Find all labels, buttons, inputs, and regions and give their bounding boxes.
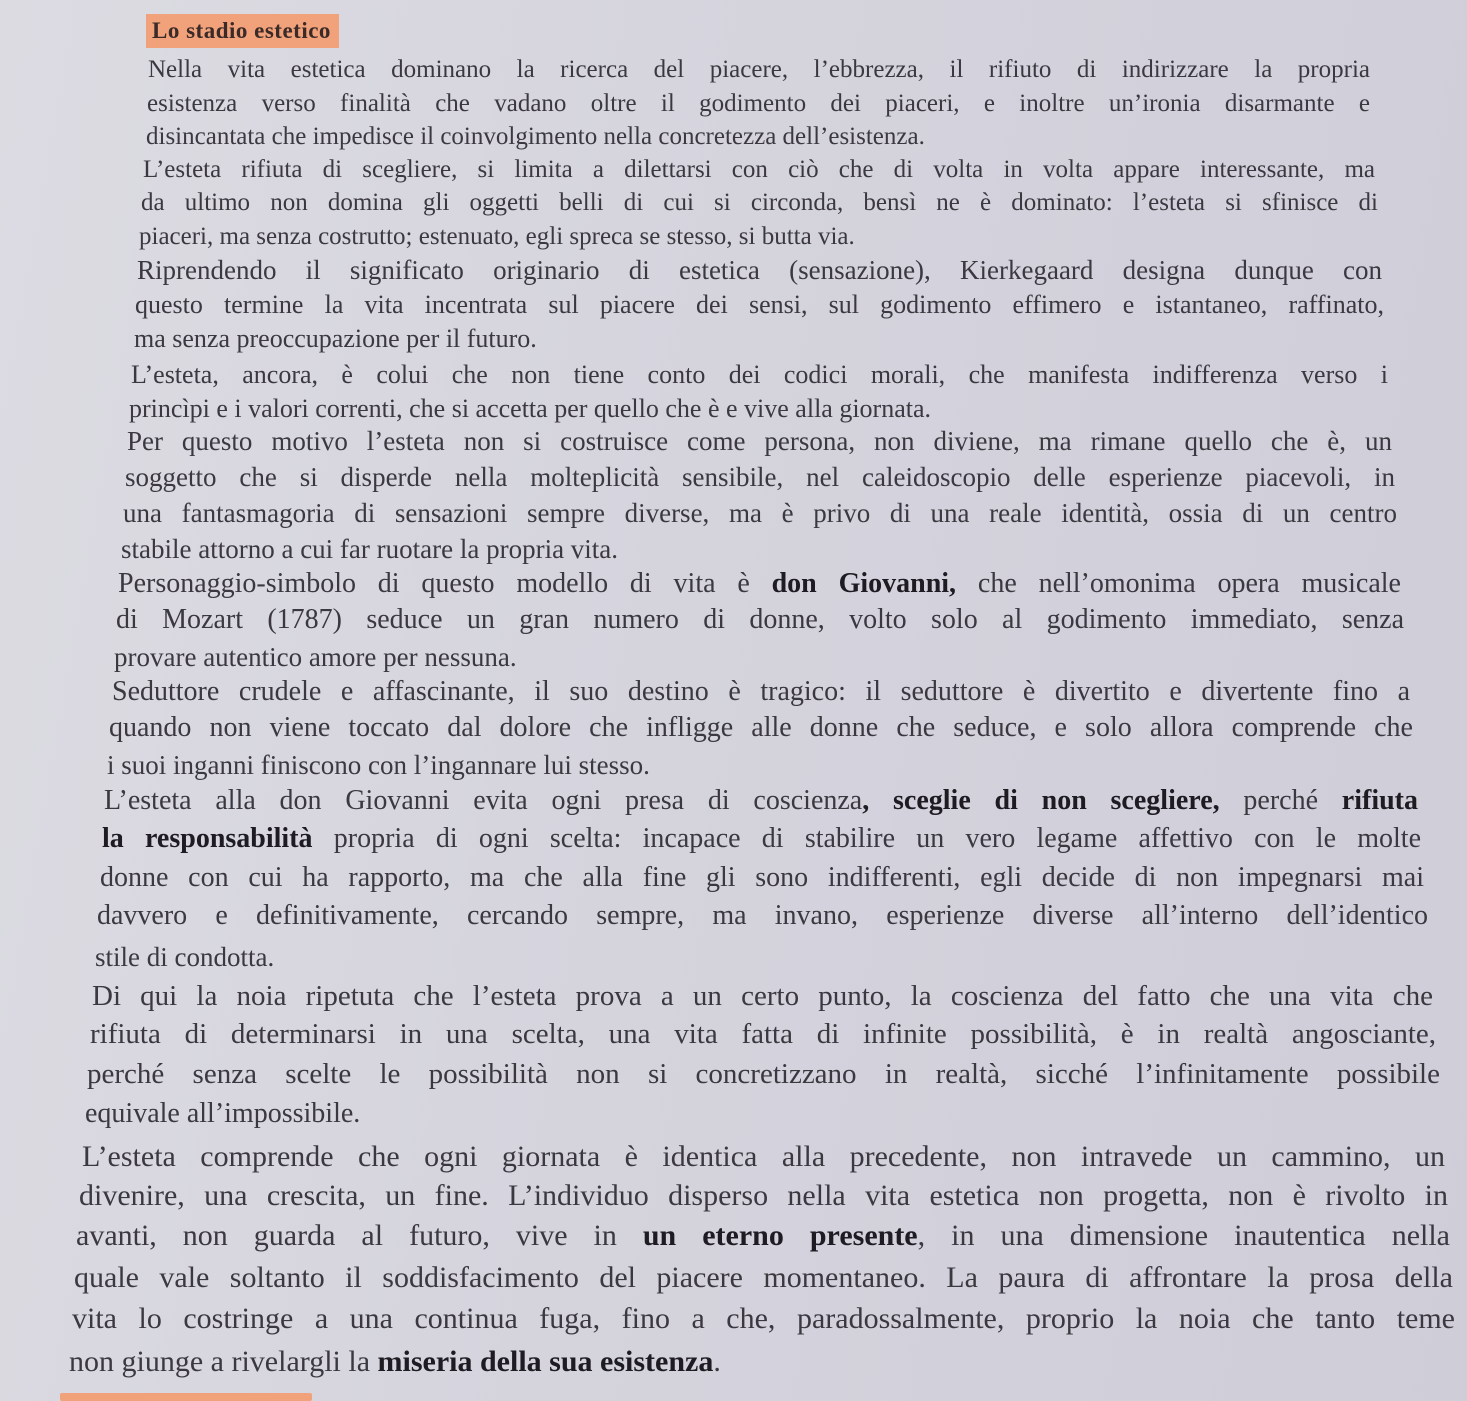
text-line — [109, 714, 1413, 742]
bold-text: un eterno presente — [642, 1219, 918, 1252]
text-run: L’esteta rifiuta di scegliere, si limita a dilettarsi con ciò che di volta in volta appare interessante, ma — [143, 156, 1375, 183]
text-line — [79, 1181, 1448, 1211]
text-run: L’esteta, ancora, è colui che non tiene conto dei codici morali, che manifesta indifferenza verso i — [131, 360, 1388, 389]
text-run: Personaggio-simbolo di questo modello di vita è — [118, 568, 772, 599]
text-run: i suoi inganni finiscono con l’ingannare lui stesso. — [107, 750, 650, 780]
text-run: quando non viene toccato dal dolore che infligge alle donne che seduce, e solo allora comprende che — [109, 712, 1413, 743]
text-line — [121, 536, 717, 563]
text-line — [92, 982, 1433, 1011]
text-line — [148, 57, 1370, 82]
text-run: donne con cui ha rapporto, ma che alla fine gli sono indifferenti, egli decide di non impegnarsi mai — [100, 862, 1424, 893]
next-heading-highlight — [60, 1393, 312, 1401]
text-run: stabile attorno a cui far ruotare la propria vita. — [121, 534, 619, 564]
text-run: , in una dimensione inautentica nella — [917, 1219, 1450, 1252]
text-line — [139, 224, 1015, 249]
text-line — [127, 428, 1392, 455]
text-line — [90, 1020, 1436, 1049]
text-run: . — [713, 1345, 721, 1378]
text-line — [82, 1142, 1445, 1172]
text-line — [95, 944, 319, 971]
text-line — [102, 825, 1421, 853]
text-line — [104, 787, 1418, 815]
text-line — [129, 396, 1093, 422]
bold-text: la responsabilità — [102, 823, 313, 854]
text-run: non giunge a rivelargli la — [69, 1345, 378, 1378]
text-run: Seduttore crudele e affascinante, il suo destino è tragico: il seduttore è divertito e divertente fino a — [112, 676, 1410, 707]
text-line — [76, 1221, 1450, 1251]
text-run: questo termine la vita incentrata sul piacere dei sensi, sul godimento effimero e istantaneo, raffinato, — [135, 290, 1384, 319]
text-run: divenire, una crescita, un fine. L’individuo disperso nella vita estetica non progetta, non è rivolto in — [79, 1179, 1448, 1212]
text-line — [123, 500, 1397, 527]
text-run: L’esteta alla don Giovanni evita ogni presa di coscienza — [104, 785, 863, 816]
bold-text: don Giovanni, — [771, 568, 957, 599]
text-line — [141, 190, 1378, 215]
text-run: equivale all’impossibile. — [85, 1098, 361, 1129]
text-run: ma senza preoccupazione per il futuro. — [134, 324, 537, 353]
text-line — [147, 91, 1370, 116]
text-run: Per questo motivo l’esteta non si costruisce come persona, non diviene, ma rimane quello che è, un — [127, 426, 1392, 456]
text-line — [146, 124, 1085, 149]
text-line — [112, 678, 1410, 706]
text-run: perché — [1219, 785, 1342, 816]
text-line — [74, 1263, 1453, 1293]
text-line — [87, 1060, 1440, 1089]
text-line — [135, 292, 1384, 318]
text-run: Riprendendo il significato originario di estetica (sensazione), Kierkegaard designa dunque con — [137, 255, 1382, 285]
text-line — [114, 644, 604, 671]
text-line — [137, 257, 1382, 284]
text-line — [131, 362, 1388, 388]
text-line — [118, 570, 1401, 598]
text-line — [116, 606, 1404, 634]
section-heading: Lo stadio estetico — [146, 14, 339, 48]
text-run: propria di ogni scelta: incapace di stabilire un vero legame affettivo con le molte — [312, 823, 1421, 854]
bold-text: miseria della sua esistenza — [377, 1345, 714, 1378]
bold-text: , sceglie di non scegliere, — [862, 785, 1220, 816]
text-run: princìpi e i valori correnti, che si accetta per quello che è e vive alla giornata. — [129, 394, 932, 423]
text-line — [72, 1304, 1455, 1334]
text-line — [85, 1100, 409, 1128]
text-run: Di qui la noia ripetuta che l’esteta prova a un certo punto, la coscienza del fatto che una vita che — [92, 980, 1433, 1012]
text-line — [97, 902, 1428, 930]
text-run: esistenza verso finalità che vadano oltre il godimento dei piaceri, e inoltre un’ironia disarmante e — [147, 90, 1370, 117]
text-run: soggetto che si disperde nella molteplicità sensibile, nel caleidoscopio delle esperienze piacevoli, in — [125, 462, 1395, 492]
text-line — [125, 464, 1395, 491]
text-run: piaceri, ma senza costrutto; estenuato, egli spreca se stesso, si butta via. — [139, 223, 855, 250]
text-run: provare autentico amore per nessuna. — [114, 642, 517, 672]
text-line — [69, 1347, 877, 1377]
text-run: che nell’omonima opera musicale — [956, 568, 1401, 599]
text-line — [100, 864, 1424, 892]
text-run: una fantasmagoria di sensazioni sempre diverse, ma è privo di una reale identità, ossia di un centro — [123, 498, 1397, 528]
text-line — [107, 752, 754, 779]
text-run: rifiuta di determinarsi in una scelta, una vita fatta di infinite possibilità, è in realtà angosciante, — [90, 1018, 1436, 1050]
text-run: quale vale soltanto il soddisfacimento del piacere momentaneo. La paura di affrontare la prosa della — [74, 1261, 1453, 1294]
text-run: disincantata che impedisce il coinvolgimento nella concretezza dell’esistenza. — [146, 123, 925, 150]
text-run: di Mozart (1787) seduce un gran numero di donne, volto solo al godimento immediato, senza — [116, 604, 1404, 635]
text-run: da ultimo non domina gli oggetti belli di cui si circonda, bensì ne è dominato: l’esteta si sfinisce di — [141, 189, 1378, 216]
text-run: avanti, non guarda al futuro, vive in — [76, 1219, 643, 1252]
text-line — [143, 157, 1375, 182]
text-run: Nella vita estetica dominano la ricerca del piacere, l’ebbrezza, il rifiuto di indirizzare la propria — [148, 56, 1370, 83]
text-run: vita lo costringe a una continua fuga, fino a che, paradossalmente, proprio la noia che tanto teme — [72, 1302, 1455, 1335]
text-run: davvero e definitivamente, cercando sempre, ma invano, esperienze diverse all’interno dell’identico — [97, 900, 1428, 931]
text-run: L’esteta comprende che ogni giornata è identica alla precedente, non intravede un cammino, un — [82, 1140, 1445, 1173]
bold-text: rifiuta — [1341, 785, 1419, 816]
text-run: stile di condotta. — [95, 942, 275, 972]
text-run: perché senza scelte le possibilità non si concretizzano in realtà, sicché l’infinitamente possibile — [87, 1058, 1440, 1090]
text-line — [134, 326, 623, 352]
